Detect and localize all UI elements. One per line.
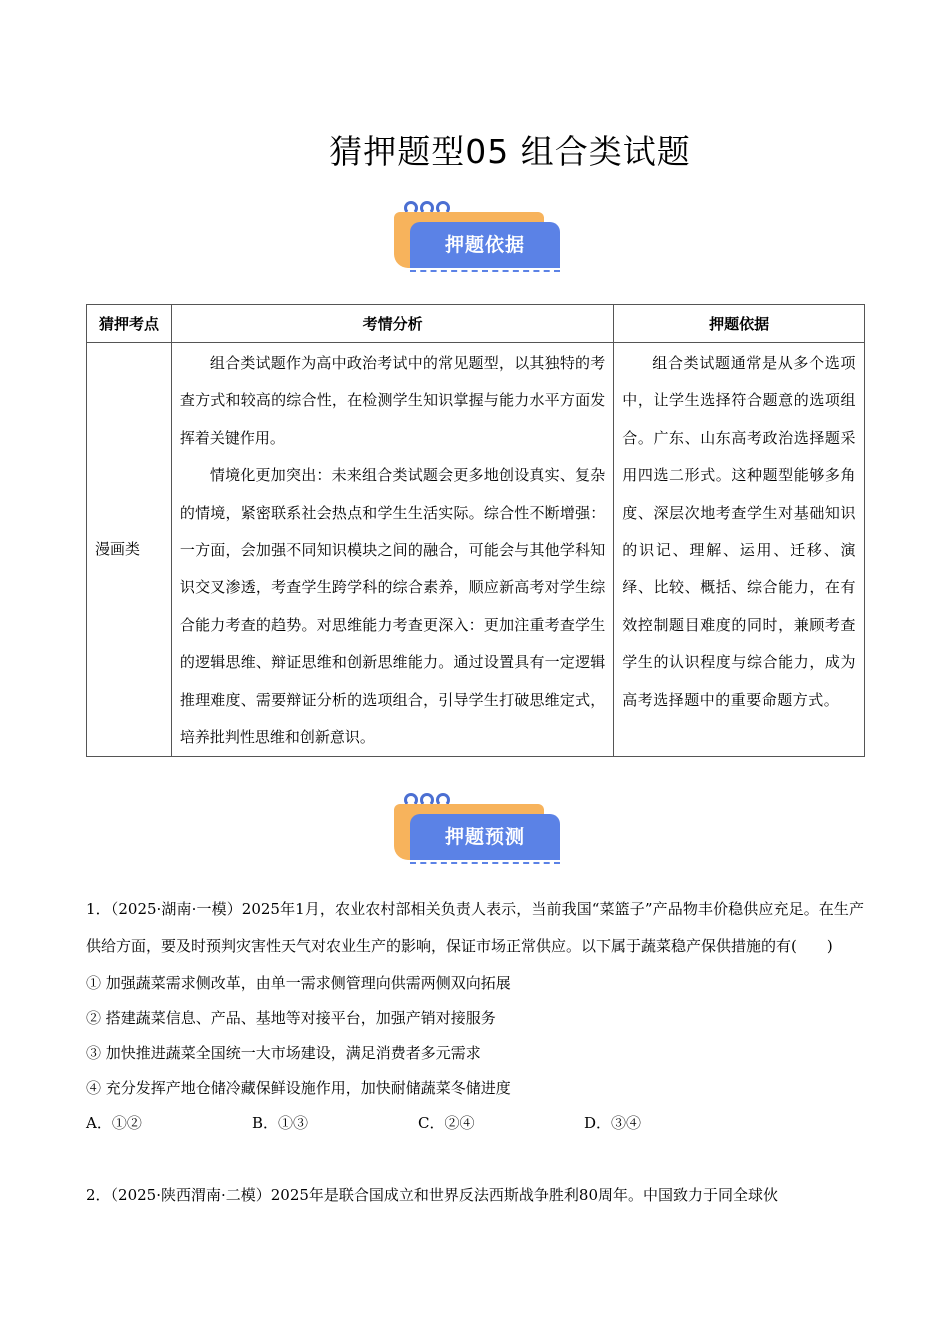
banner-label: 押题预测 xyxy=(410,814,560,860)
statement-item: ③ 加快推进蔬菜全国统一大市场建设，满足消费者多元需求 xyxy=(86,1043,481,1062)
analysis-paragraph: 组合类试题作为高中政治考试中的常见题型，以其独特的考查方式和较高的综合性，在检测学生知识掌握与能力水平方面发挥着关键作用。 xyxy=(179,354,606,447)
answer-choices xyxy=(86,1106,864,1141)
banner-underline xyxy=(410,862,560,864)
choice-b[interactable]: B．①③ xyxy=(252,1113,309,1132)
choice-c[interactable]: C．②④ xyxy=(418,1113,475,1132)
analysis-paragraph: 情境化更加突出：未来组合类试题会更多地创设真实、复杂的情境，紧密联系社会热点和学生生活实际。综合性不断增强：一方面，会加强不同知识模块之间的融合，可能会与其他学科知识交叉渗透，考查学生跨学科的综合素养，顺应新高考对学生综合能力考查的趋势。对思维能力考查更深入：更加注重考查学生的逻辑思维、辩证思维和创新思维能力。通过设置具有一定逻辑推理难度、需要辩证分析的选项组合，引导学生打破思维定式，培养批判性思维和创新意识。 xyxy=(179,466,606,747)
cell-basis xyxy=(614,343,865,757)
cell-point: 漫画类 xyxy=(87,343,172,757)
header-analysis: 考情分析 xyxy=(171,305,613,343)
basis-paragraph: 组合类试题通常是从多个选项中，让学生选择符合题意的选项组合。广东、山东高考政治选择题采用四选二形式。这种题型能够多角度、深层次地考查学生对基础知识的识记、理解、运用、迁移、演绎、比较、概括、综合能力，在有效控制题目难度的同时，兼顾考查学生的认识程度与综合能力，成为高考选择题中的重要命题方式。 xyxy=(622,354,856,709)
section-banner-basis xyxy=(392,200,564,282)
header-basis: 押题依据 xyxy=(614,305,865,343)
table-header-row xyxy=(87,305,865,343)
question-stem: 2．（2025·陕西渭南·二模）2025年是联合国成立和世界反法西斯战争胜利80周年。中国致力于同全球伙 xyxy=(86,1186,779,1204)
section-banner-prediction xyxy=(392,792,564,874)
cell-analysis xyxy=(171,343,613,757)
banner-underline xyxy=(410,270,560,272)
statement-item: ① 加强蔬菜需求侧改革，由单一需求侧管理向供需两侧双向拓展 xyxy=(86,973,511,992)
statement-item: ② 搭建蔬菜信息、产品、基地等对接平台，加强产销对接服务 xyxy=(86,1008,496,1027)
choice-a[interactable]: A．①② xyxy=(86,1113,142,1132)
statement-item: ④ 充分发挥产地仓储冷藏保鲜设施作用，加快耐储蔬菜冬储进度 xyxy=(86,1078,511,1097)
banner-label: 押题依据 xyxy=(410,222,560,268)
analysis-table xyxy=(86,304,865,757)
question-2 xyxy=(86,1177,864,1214)
question-1 xyxy=(86,891,864,1141)
table-row xyxy=(87,343,865,757)
question-stem: 1．（2025·湖南·一模）2025年1月，农业农村部相关负责人表示，当前我国“菜篮子”产品物丰价稳供应充足。在生产供给方面，要及时预判灾害性天气对农业生产的影响，保证市场正常供应。以下属于蔬菜稳产保供措施的有( ) xyxy=(86,900,864,956)
page-title: 猜押题型05 组合类试题 xyxy=(329,132,691,171)
choice-d[interactable]: D．③④ xyxy=(584,1113,642,1132)
header-point: 猜押考点 xyxy=(87,305,172,343)
